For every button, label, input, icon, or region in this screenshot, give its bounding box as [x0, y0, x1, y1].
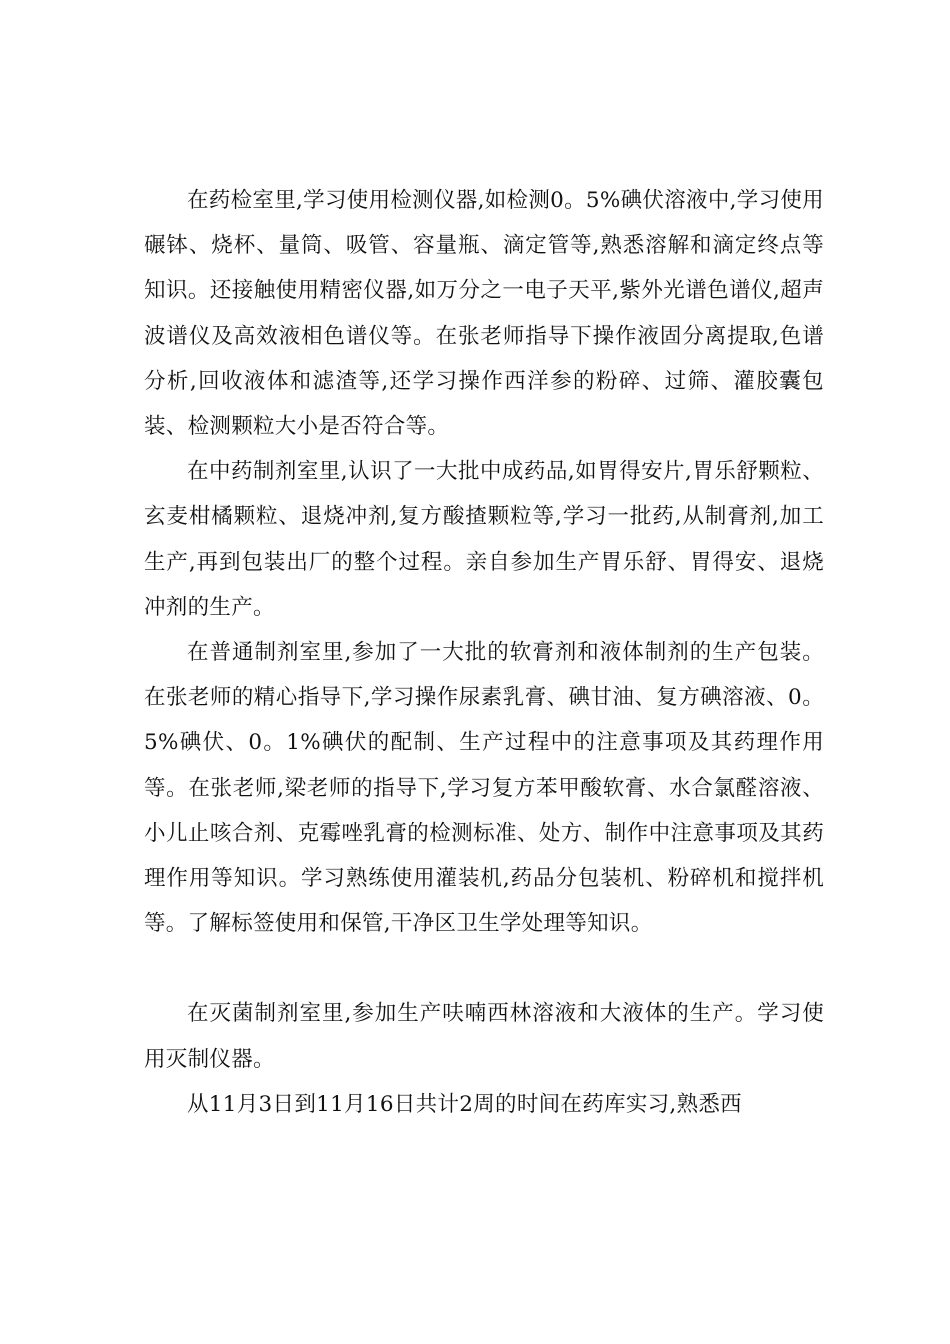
document-body	[144, 178, 824, 1127]
paragraph-sterile-preparation: 在灭菌制剂室里,参加生产呋喃西林溶液和大液体的生产。学习使用灭制仪器。	[144, 1001, 824, 1072]
paragraph-general-preparation: 在普通制剂室里,参加了一大批的软膏剂和液体制剂的生产包装。在张老师的精心指导下,学习操作尿素乳膏、碘甘油、复方碘溶液、0。5%碘伏、0。1%碘伏的配制、生产过程中的注意事项及其药理作用等。在张老师,梁老师的指导下,学习复方苯甲酸软膏、水合氯醛溶液、小儿止咳合剂、克霉唑乳膏的检测标准、处方、制作中注意事项及其药理作用等知识。学习熟练使用灌装机,药品分包装机、粉碎机和搅拌机等。了解标签使用和保管,干净区卫生学处理等知识。	[144, 640, 824, 937]
paragraph-pharmacy-internship: 从11月3日到11月16日共计2周的时间在药库实习,熟悉西	[187, 1091, 742, 1117]
paragraph-tcm-preparation: 在中药制剂室里,认识了一大批中成药品,如胃得安片,胃乐舒颗粒、玄麦柑橘颗粒、退烧冲剂,复方酸揸颗粒等,学习一批药,从制膏剂,加工生产,再到包装出厂的整个过程。亲自参加生产胃乐舒、胃得安、退烧冲剂的生产。	[144, 459, 824, 620]
paragraph-drug-inspection: 在药检室里,学习使用检测仪器,如检测0。5%碘伏溶液中,学习使用碾钵、烧杯、量筒、吸管、容量瓶、滴定管等,熟悉溶解和滴定终点等知识。还接触使用精密仪器,如万分之一电子天平,紫外光谱色谱仪,超声波谱仪及高效液相色谱仪等。在张老师指导下操作液固分离提取,色谱分析,回收液体和滤渣等,还学习操作西洋参的粉碎、过筛、灌胶囊包装、检测颗粒大小是否符合等。	[144, 188, 824, 440]
